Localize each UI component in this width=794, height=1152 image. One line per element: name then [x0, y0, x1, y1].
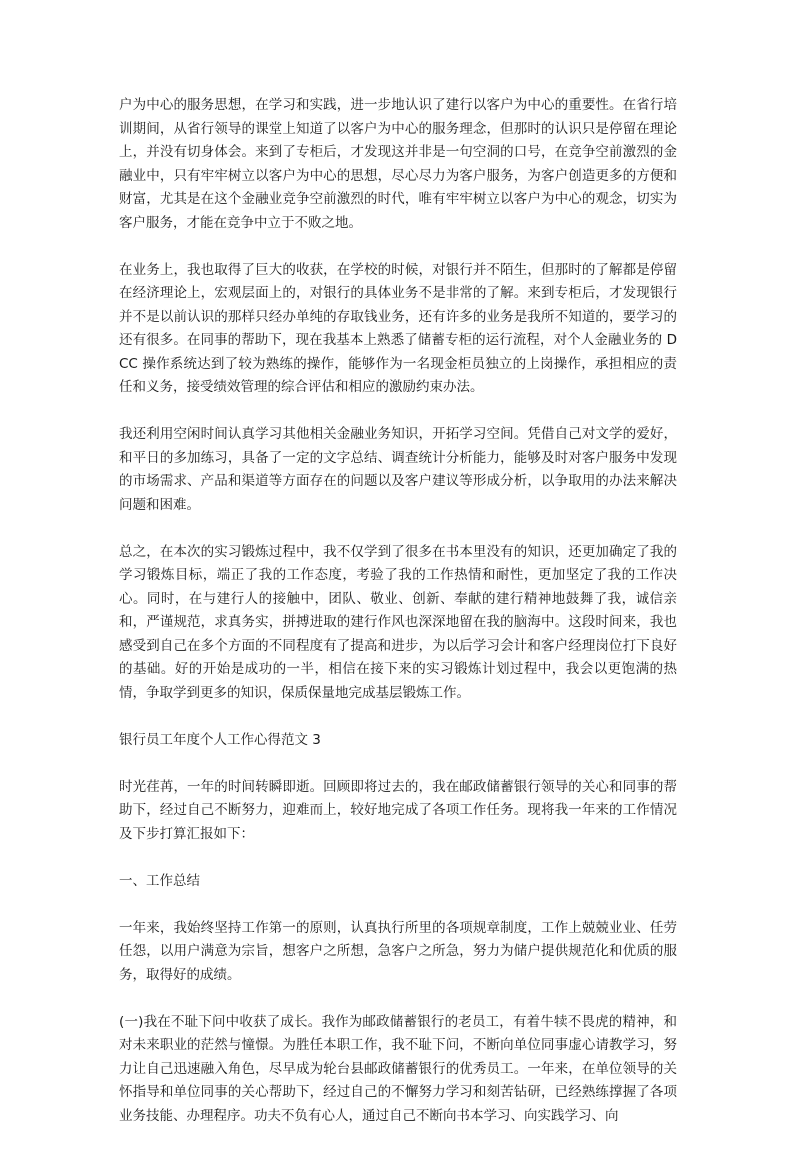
paragraph-business-gains: 在业务上，我也取得了巨大的收获，在学校的时候，对银行并不陌生，但那时的了解都是停留在经济理论上，宏观层面上的，对银行的具体业务不是非常的了解。来到专柜后，才发现银行并不是以前认识的那样只经办单纯的存取钱业务，还有许多的业务是我所不知道的，要学习的还有很多。在同事的帮助下，现在我基本上熟悉了储蓄专柜的运行流程，对个人金融业务的 DCC 操作系统达到了较为熟练的操作，能够作为一名现金柜员独立的上岗操作，承担相应的责任和义务，接受绩效管理的综合评估和相应的激励约束办法。 — [119, 261, 677, 395]
paragraph-intro: 时光荏苒，一年的时间转瞬即逝。回顾即将过去的，我在邮政储蓄银行领导的关心和同事的帮助下，经过自己不断努力，迎难而上，较好地完成了各项工作任务。现将我一年来的工作情况及下步打算汇报如下： — [119, 778, 677, 842]
paragraph-self-study: 我还利用空闲时间认真学习其他相关金融业务知识，开拓学习空间。凭借自己对文学的爱好，和平日的多加练习，具备了一定的文字总结、调查统计分析能力，能够及时对客户服务中发现的市场需求、产品和渠道等方面存在的问题以及客户建议等形成分析，以争取用的办法来解决问题和困难。 — [119, 426, 677, 513]
paragraph-principles: 一年来，我始终坚持工作第一的原则，认真执行所里的各项规章制度，工作上兢兢业业、任劳任怨，以用户满意为宗旨，想客户之所想，急客户之所急，努力为储户提供规范化和优质的服务，取得好的成绩。 — [119, 919, 677, 983]
paragraph-customer-centric: 户为中心的服务思想，在学习和实践，进一步地认识了建行以客户为中心的重要性。在省行培训期间，从省行领导的课堂上知道了以客户为中心的服务理念，但那时的认识只是停留在理论上，并没有切身体会。来到了专柜后，才发现这并非是一句空洞的口号，在竞争空前激烈的金融业中，只有牢牢树立以客户为中心的思想，尽心尽力为客户服务，为客户创造更多的方便和财富，尤其是在这个金融业竞争空前激烈的时代，唯有牢牢树立以客户为中心的观念，切实为客户服务，才能在竞争中立于不败之地。 — [119, 97, 677, 231]
paragraph-growth: (一)我在不耻下问中收获了成长。我作为邮政储蓄银行的老员工，有着牛犊不畏虎的精神，和对未来职业的茫然与憧憬。为胜任本职工作，我不耻下问，不断向单位同事虚心请教学习，努力让自己迅速融入角色，尽早成为轮台县邮政储蓄银行的优秀员工。一年来，在单位领导的关怀指导和单位同事的关心帮助下，经过自己的不懈努力学习和刻苦钻研，已经熟练撑握了各项业务技能、办理程序。功夫不负有心人，通过自己不断向书本学习、向实践学习、向 — [119, 1013, 677, 1124]
document-page — [119, 94, 677, 1152]
paragraph-summary: 总之，在本次的实习锻炼过程中，我不仅学到了很多在书本里没有的知识，还更加确定了我的学习锻炼目标，端正了我的工作态度，考验了我的工作热情和耐性，更加坚定了我的工作决心。同时，在与建行人的接触中，团队、敬业、创新、奉献的建行精神地鼓舞了我，诚信亲和，严谨规范，求真务实，拼搏进取的建行作风也深深地留在我的脑海中。这段时间来，我也感受到自己在多个方面的不同程度有了提高和进步，为以后学习会计和客户经理岗位打下良好的基础。好的开始是成功的一半，相信在接下来的实习锻炼计划过程中，我会以更饱满的热情，争取学到更多的知识，保质保量地完成基层锻炼工作。 — [119, 543, 677, 701]
section-title: 银行员工年度个人工作心得范文 3 — [119, 731, 321, 748]
subheading-work-summary: 一、工作总结 — [119, 872, 200, 889]
